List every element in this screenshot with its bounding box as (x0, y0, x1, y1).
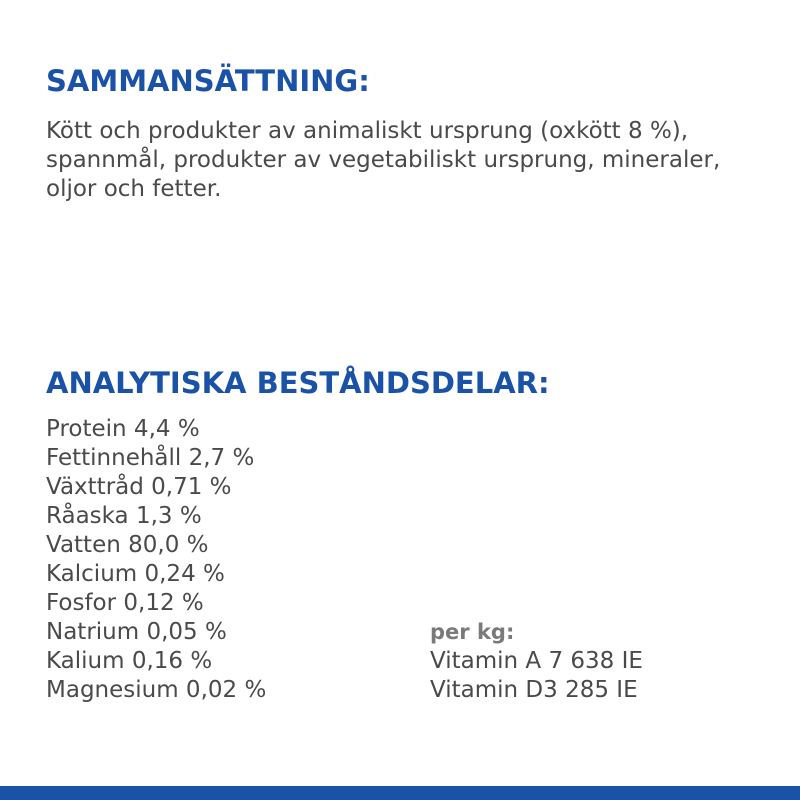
nutrient-item-phosphorus: Fosfor 0,12 % (46, 590, 204, 616)
analytical-constituents-list (46, 415, 266, 705)
nutrient-item-water: Vatten 80,0 % (46, 532, 209, 558)
nutrient-item-sodium: Natrium 0,05 % (46, 619, 227, 645)
nutrient-item-fibre: Växttråd 0,71 % (46, 474, 232, 500)
nutrient-item-calcium: Kalcium 0,24 % (46, 561, 225, 587)
nutrient-item-potassium: Kalium 0,16 % (46, 648, 213, 674)
bottom-brand-bar (0, 786, 800, 800)
nutrient-item-magnesium: Magnesium 0,02 % (46, 677, 267, 703)
per-kg-label: per kg: (430, 620, 515, 644)
nutrient-item-ash: Råaska 1,3 % (46, 503, 202, 529)
composition-heading: SAMMANSÄTTNING: (46, 64, 370, 98)
composition-text: Kött och produkter av animaliskt ursprung (oxkött 8 %), spannmål, produkter av vegetabiliskt ursprung, mineraler, oljor och fetter. (46, 118, 721, 202)
per-kg-list (430, 647, 643, 705)
nutrient-item-protein: Protein 4,4 % (46, 416, 200, 442)
vitamin-a-item: Vitamin A 7 638 IE (430, 648, 643, 674)
analytical-constituents-heading: ANALYTISKA BESTÅNDSDELAR: (46, 366, 550, 400)
vitamin-d3-item: Vitamin D3 285 IE (430, 677, 638, 703)
nutrient-item-fat: Fettinnehåll 2,7 % (46, 445, 255, 471)
per-kg-block (430, 618, 643, 705)
